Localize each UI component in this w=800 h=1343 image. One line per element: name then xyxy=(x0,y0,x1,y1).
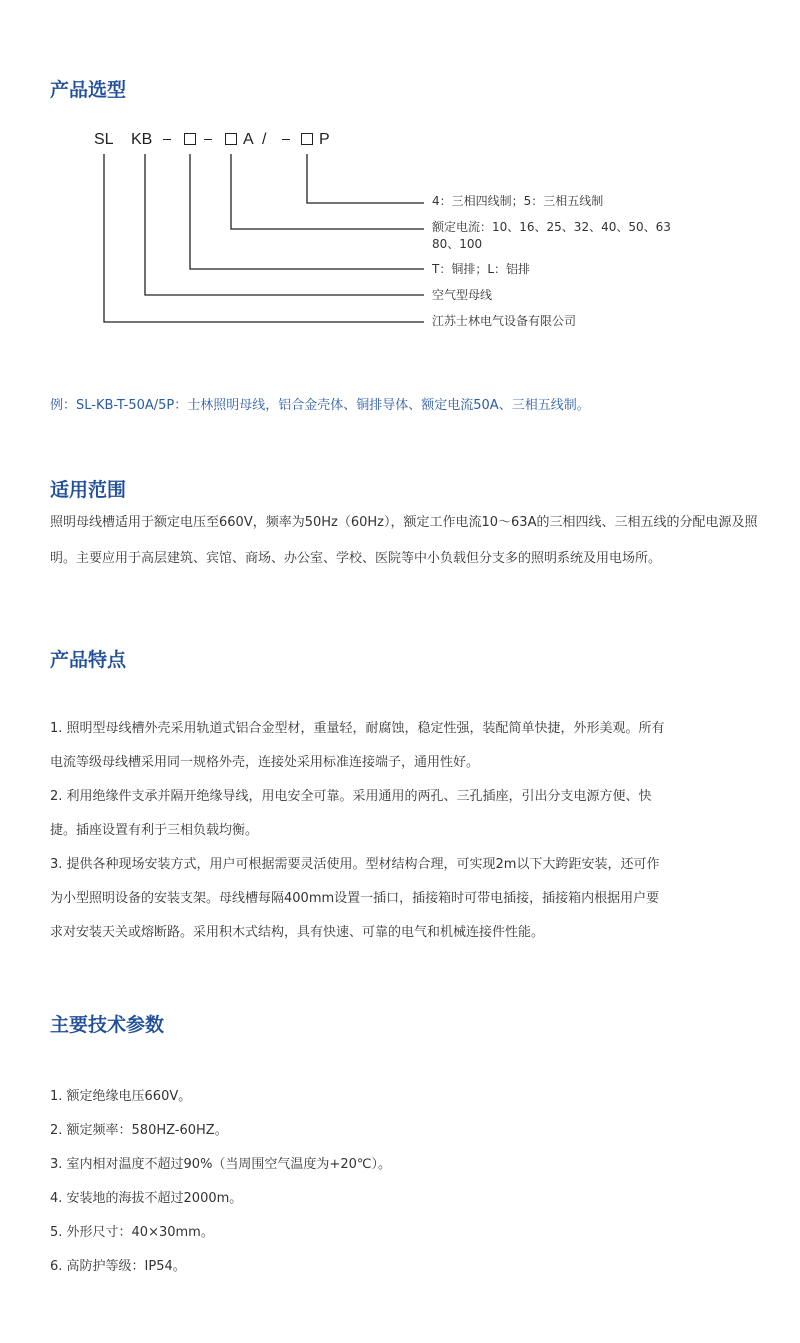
feature-line: 电流等级母线槽采用同一规格外壳，连接处采用标准连接端子，通用性好。 xyxy=(50,755,480,770)
desc-current-cont: 80、100 xyxy=(432,237,483,251)
feature-line: 1. 照明型母线槽外壳采用轨道式铝合金型材，重量轻，耐腐蚀，稳定性强，装配简单快捷，外形美观。所有 xyxy=(50,721,665,736)
param-item: 3. 室内相对温度不超过90%（当周围空气温度为+20℃）。 xyxy=(50,1157,391,1172)
desc-type: 空气型母线 xyxy=(432,288,493,302)
feature-line: 求对安装天关或熔断路。采用积木式结构，具有快速、可靠的电气和机械连接件性能。 xyxy=(50,925,545,940)
leader-line-current xyxy=(231,154,424,229)
code-kb: KB xyxy=(131,131,153,148)
param-item: 5. 外形尺寸：40×30mm。 xyxy=(50,1225,214,1240)
leader-line-poles xyxy=(307,154,424,203)
desc-conductor: T：铜排；L：铝排 xyxy=(432,262,531,276)
param-item: 6. 高防护等级：IP54。 xyxy=(50,1259,186,1274)
params-list xyxy=(50,1080,770,1284)
param-item: 1. 额定绝缘电压660V。 xyxy=(50,1089,192,1104)
desc-poles: 4：三相四线制；5：三相五线制 xyxy=(432,194,604,208)
param-item: 2. 额定频率：580HZ-60HZ。 xyxy=(50,1123,228,1138)
code-slash: / xyxy=(262,131,267,148)
section-title-features: 产品特点 xyxy=(50,649,127,671)
feature-line: 2. 利用绝缘件支承并隔开绝缘导线，用电安全可靠。采用通用的两孔、三孔插座，引出分支电源方便、快 xyxy=(50,789,652,804)
section-title-scope: 适用范围 xyxy=(50,479,127,501)
feature-line: 捷。插座设置有利于三相负载均衡。 xyxy=(50,823,259,838)
desc-company: 江苏士林电气设备有限公司 xyxy=(432,314,577,328)
model-example: 例：SL-KB-T-50A/5P：士林照明母线，铝合金壳体、铜排导体、额定电流50A、三相五线制。 xyxy=(50,398,590,413)
scope-paragraph: 照明母线槽适用于额定电压至660V，频率为50Hz（60Hz），额定工作电流10～63A的三相四线、三相五线的分配电源及照明。主要应用于高层建筑、宾馆、商场、办公室、学校、医院等中小负载但分支多的照明系统及用电场所。 xyxy=(50,515,758,566)
feature-line: 为小型照明设备的安装支架。母线槽每隔400mm设置一插口，插接箱时可带电插接，插接箱内根据用户要 xyxy=(50,891,660,906)
feature-line: 3. 提供各种现场安装方式，用户可根据需要灵活使用。型材结构合理，可实现2m以下大跨距安装，还可作 xyxy=(50,857,660,872)
features-list xyxy=(50,712,770,950)
code-sl: SL xyxy=(94,131,114,148)
section-title-selection: 产品选型 xyxy=(50,79,127,101)
code-a: A xyxy=(243,131,254,148)
desc-current: 额定电流：10、16、25、32、40、50、63 xyxy=(432,220,671,234)
model-code-diagram xyxy=(0,0,800,400)
leader-line-type xyxy=(145,154,424,295)
code-p: P xyxy=(319,131,330,148)
section-title-params: 主要技术参数 xyxy=(50,1014,165,1036)
leader-line-company xyxy=(104,154,424,322)
param-item: 4. 安装地的海拔不超过2000m。 xyxy=(50,1191,243,1206)
